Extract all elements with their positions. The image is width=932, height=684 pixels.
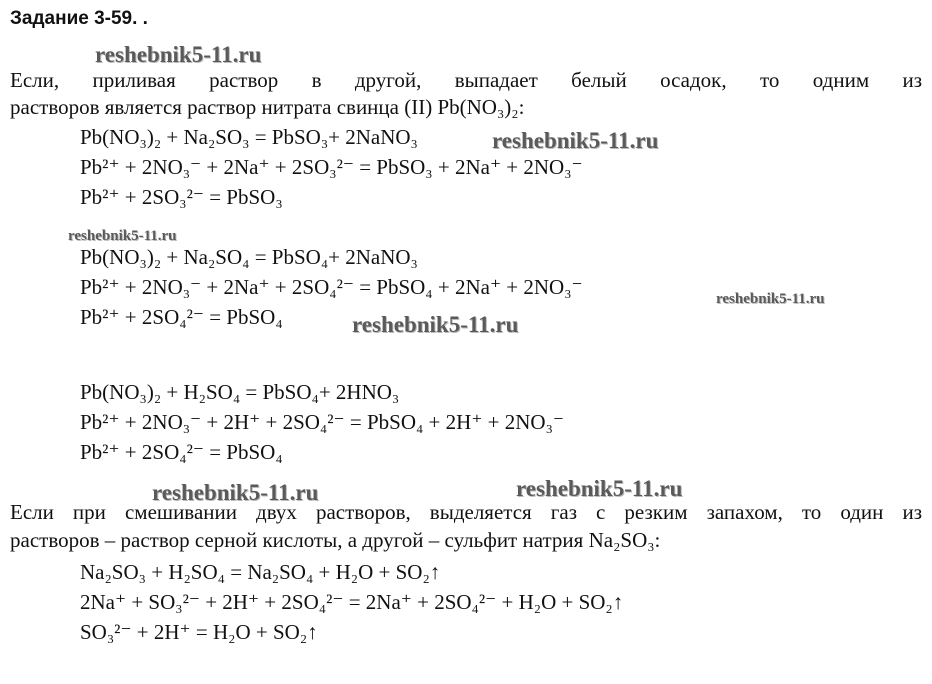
- equation-group2-molecular: Pb(NO₃)₂ + Na₂SO₄ = PbSO₄+ 2NaNO₃: [80, 245, 418, 269]
- watermark: reshebnik5-11.ru: [716, 291, 825, 307]
- page-title: Задание 3-59. .: [10, 8, 148, 29]
- watermark: reshebnik5-11.ru: [516, 476, 683, 501]
- equation-group2-full-ionic: Pb²⁺ + 2NO₃⁻ + 2Na⁺ + 2SO₄²⁻ = PbSO₄ + 2Na⁺ + 2NO₃⁻: [80, 275, 583, 299]
- second-paragraph-line-1: Если при смешивании двух растворов, выделяется газ с резким запахом, то один из: [10, 500, 922, 524]
- watermark: reshebnik5-11.ru: [492, 128, 659, 153]
- equation-group3-molecular: Pb(NO₃)₂ + H₂SO₄ = PbSO₄+ 2HNO₃: [80, 380, 400, 404]
- equation-group1-molecular: Pb(NO₃)₂ + Na₂SO₃ = PbSO₃+ 2NaNO₃: [80, 125, 418, 149]
- equation-group1-short-ionic: Pb²⁺ + 2SO₃²⁻ = PbSO₃: [80, 185, 283, 209]
- equation-group1-full-ionic: Pb²⁺ + 2NO₃⁻ + 2Na⁺ + 2SO₃²⁻ = PbSO₃ + 2Na⁺ + 2NO₃⁻: [80, 155, 583, 179]
- intro-paragraph-line-1: Если, приливая раствор в другой, выпадает белый осадок, то одним из: [10, 68, 922, 92]
- equation-group4-short-ionic: SO₃²⁻ + 2H⁺ = H₂O + SO₂↑: [80, 620, 318, 644]
- watermark: reshebnik5-11.ru: [95, 42, 262, 67]
- watermark: reshebnik5-11.ru: [352, 312, 519, 337]
- equation-group2-short-ionic: Pb²⁺ + 2SO₄²⁻ = PbSO₄: [80, 305, 283, 329]
- equation-group4-molecular: Na₂SO₃ + H₂SO₄ = Na₂SO₄ + H₂O + SO₂↑: [80, 560, 441, 584]
- equation-group3-short-ionic: Pb²⁺ + 2SO₄²⁻ = PbSO₄: [80, 440, 283, 464]
- second-paragraph-line-2: растворов – раствор серной кислоты, а другой – сульфит натрия Na₂SO₃:: [10, 528, 661, 552]
- watermark: reshebnik5-11.ru: [68, 228, 177, 244]
- intro-paragraph-line-2: растворов является раствор нитрата свинца (II) Pb(NO₃)₂:: [10, 95, 525, 119]
- equation-group4-full-ionic: 2Na⁺ + SO₃²⁻ + 2H⁺ + 2SO₄²⁻ = 2Na⁺ + 2SO₄²⁻ + H₂O + SO₂↑: [80, 590, 624, 614]
- watermark: reshebnik5-11.ru: [152, 480, 319, 505]
- equation-group3-full-ionic: Pb²⁺ + 2NO₃⁻ + 2H⁺ + 2SO₄²⁻ = PbSO₄ + 2H⁺ + 2NO₃⁻: [80, 410, 564, 434]
